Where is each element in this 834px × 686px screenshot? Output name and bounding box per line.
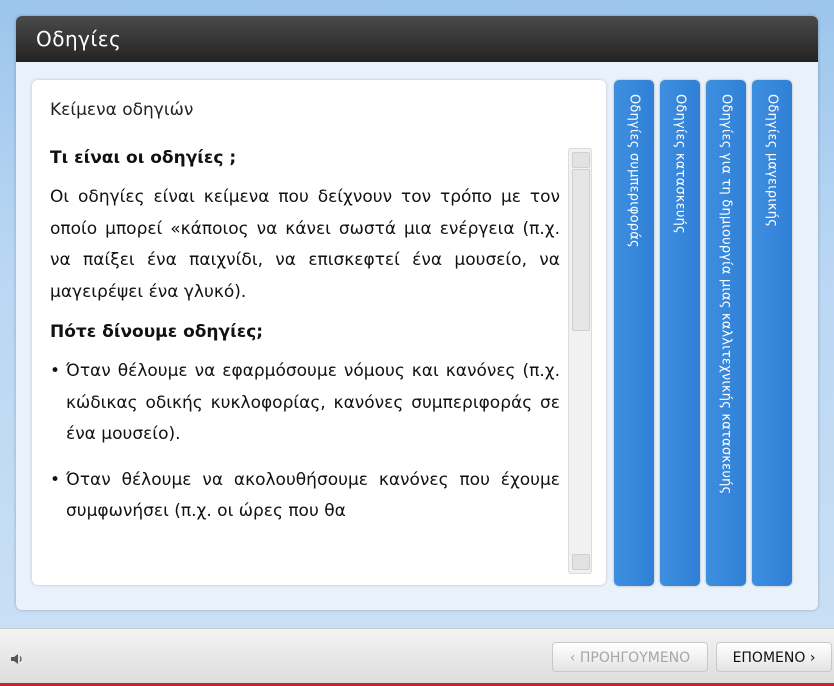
tab-art-construction-instructions[interactable] (706, 80, 746, 586)
tab-cooking-instructions[interactable] (752, 80, 792, 586)
content-heading: Κείμενα οδηγιών (50, 100, 194, 120)
next-button[interactable]: ΕΠΟΜΕΝΟ › (716, 642, 832, 672)
window-title: Οδηγίες (36, 27, 122, 51)
title-bar (16, 16, 818, 62)
list-item: • Όταν θέλουμε να εφαρμόσουμε νόμους και κανόνες (π.χ. κώδικας οδικής κυκλοφορίας, κανόνες συμπεριφοράς σε ένα μουσείο). (50, 356, 560, 451)
text-panel (32, 80, 606, 585)
tab-behavior-instructions[interactable] (614, 80, 654, 586)
list-item: • Όταν θέλουμε να ακολουθήσουμε κανόνες που έχουμε συμφωνήσει (π.χ. οι ώρες που θα (50, 465, 560, 528)
section-title-what: Τι είναι οι οδηγίες ; (50, 148, 237, 168)
bottom-toolbar (0, 628, 834, 686)
section-title-when: Πότε δίνουμε οδηγίες; (50, 322, 264, 342)
scroll-area[interactable] (50, 148, 560, 585)
scroll-up-button[interactable] (572, 152, 590, 168)
vertical-scrollbar[interactable] (568, 148, 592, 574)
tab-label: Οδηγίες κατασκευής (672, 94, 688, 234)
tab-label: Οδηγίες συμπεριφοράς (626, 94, 642, 248)
tab-construction-instructions[interactable] (660, 80, 700, 586)
tab-label: Οδηγίες μαγειρικής (764, 94, 780, 228)
previous-button[interactable]: ‹ ΠΡΟΗΓΟΥΜΕΝΟ (552, 642, 708, 672)
bullet-list (50, 356, 560, 528)
speaker-icon[interactable] (10, 651, 24, 665)
tab-label: Οδηγίες για τη δημιουργία μιας καλλιτεχνικής κατασκευής (718, 94, 734, 495)
section-paragraph-what: Οι οδηγίες είναι κείμενα που δείχνουν τον τρόπο με τον οποίο μπορεί «κάποιος να κάνει σωστά μια ενέργεια (π.χ. να παίξει ένα παιχνίδι, να επισκεφτεί ένα μουσείο, να μαγειρέψει ένα γλυκό). (50, 187, 560, 302)
scroll-down-button[interactable] (572, 554, 590, 570)
scroll-thumb[interactable] (572, 169, 590, 331)
